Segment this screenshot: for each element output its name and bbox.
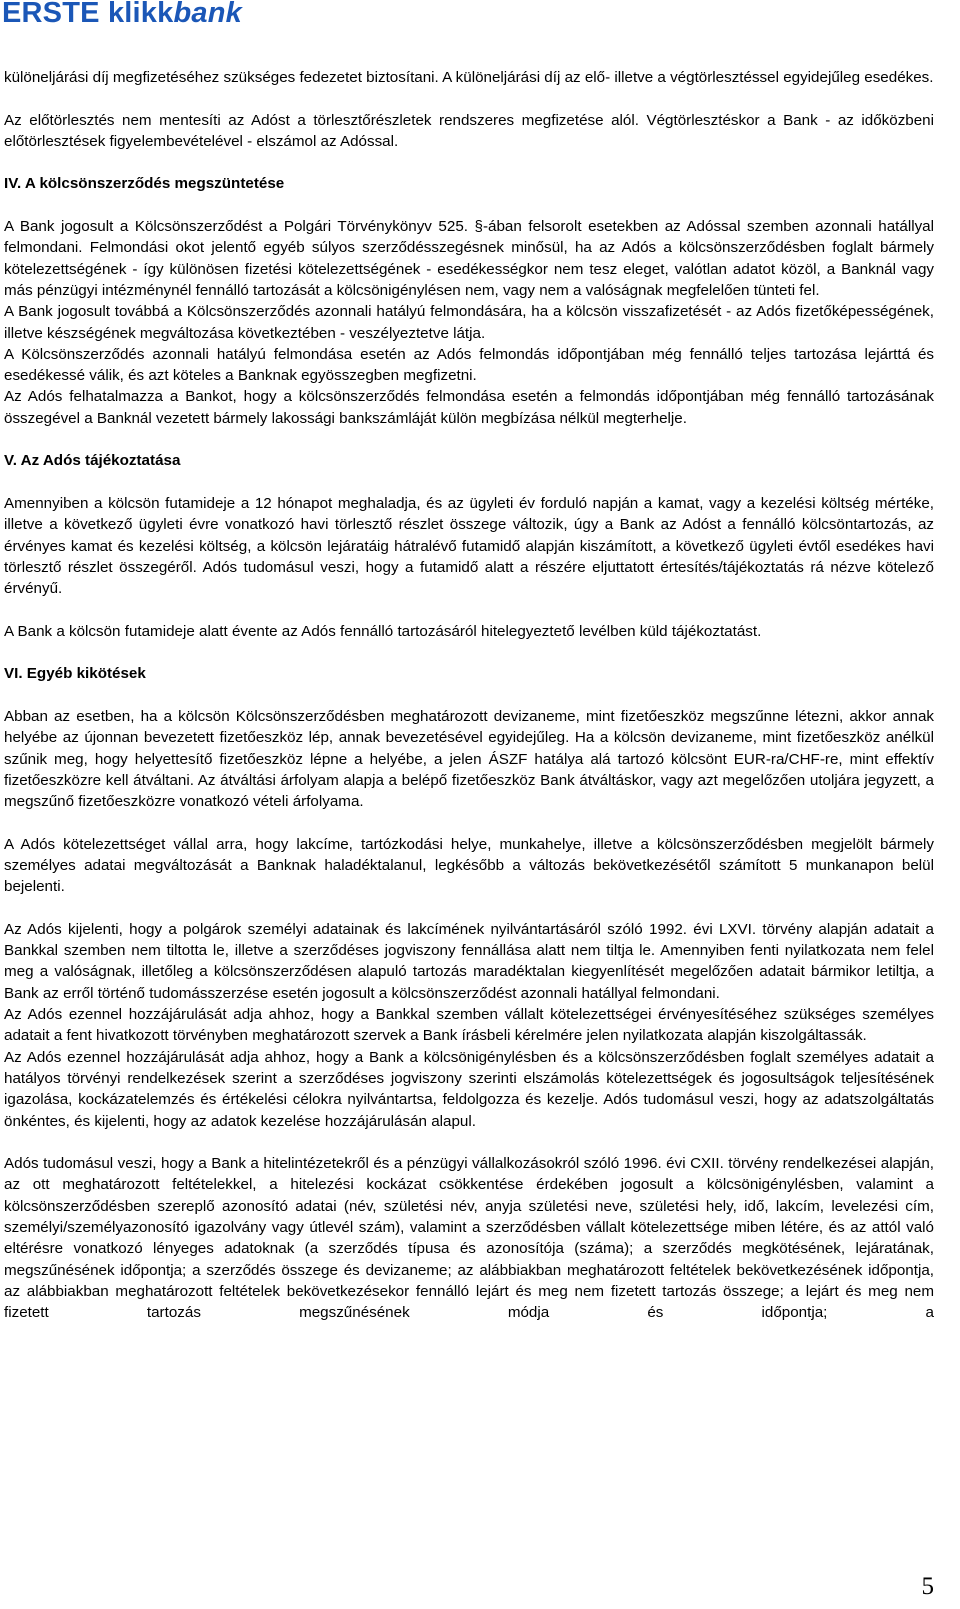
paragraph: A Adós kötelezettséget vállal arra, hogy lakcíme, tartózkodási helye, munkahelye, illetve a kölcsönszerződésben megjelölt bármely személyes adatai megváltozását a Banknak haladéktalanul, legkésőbb a változás bekövetkezésétől számított 5 munkanapon belül bejelenti.: [4, 835, 934, 896]
paragraph: A Bank jogosult a Kölcsönszerződést a Polgári Törvénykönyv 525. §-ában felsorolt esetekben az Adóssal szemben azonnali hatállyal felmondani. Felmondási okot jelentő egyéb súlyos szerződésszegésnek minősül, ha az Adós a kölcsönszerződésben foglalt bármely kötelezettségének - így különösen fizetési kötelezettségének - esedékességkor nem tesz eleget, valótlan adatot közöl, a Banknál vagy más pénzügyi intézménynél fennálló tartozását a kölcsönigénylésen nem, vagy nem a valóságnak megfelelően tünteti fel.: [4, 218, 934, 299]
document-body: [4, 67, 934, 1324]
paragraph: Amennyiben a kölcsön futamideje a 12 hónapot meghaladja, és az ügyleti év forduló napján a kamat, vagy a kezelési költség mértéke, illetve a következő ügyleti évre vonatkozó havi törlesztő részlet összege változik, úgy a Bank az Adóst a fennálló kölcsöntartozás, az érvényes kamat és kezelési költség, a kölcsön lejáratáig hátralévő futamidő alapján kiszámított, a következő ügyleti évtől esedékes havi törlesztő részlet összegéről. Adós tudomásul veszi, hogy a futamidő alatt a részére eljuttatott értesítés/tájékoztatás rá nézve kötelező érvényű.: [4, 494, 934, 598]
page-number: 5: [921, 1573, 934, 1600]
paragraph: Az Adós felhatalmazza a Bankot, hogy a kölcsönszerződés felmondása esetén a felmondás időpontjában még fennálló tartozásának összegével a Banknál vezetett bármely lakossági bankszámláját külön megbízása nélkül megterhelje.: [4, 388, 934, 427]
section-heading-v: V. Az Adós tájékoztatása: [4, 452, 181, 470]
paragraph: Az Adós ezennel hozzájárulását adja ahhoz, hogy a Bankkal szemben vállalt kötelezettségei érvényesítéséhez szükséges személyes adatait a fent hivatkozott törvényben meghatározott szervek a Bank írásbeli kérelmére jelen nyilatkozata alapján kiszolgáltassák.: [4, 1006, 934, 1045]
section-heading-iv: IV. A kölcsönszerződés megszüntetése: [4, 175, 285, 193]
logo-italic-text: bank: [173, 0, 242, 29]
paragraph: Abban az esetben, ha a kölcsön Kölcsönszerződésben meghatározott devizaneme, mint fizetőeszköz megszűnne létezni, akkor annak helyébe az újonnan bevezetett fizetőeszköz lép, annak bevezetésével egyidejűleg. Ha a kölcsön devizaneme, mint fizetőeszköz anélkül szűnik meg, hogy helyettesítő fizetőeszköz lépne a helyébe, a jelen ÁSZF hatálya alá tartozó kölcsönt EUR-ra/CHF-re, mint effektív fizetőeszközre kell átváltani. Az átváltási árfolyam alapja a belépő fizetőeszköz Bank átváltáskor, vagy azt megelőzően utoljára jegyzett, a megszűnő fizetőeszközre vonatkozó vételi árfolyama.: [4, 707, 934, 811]
paragraph: A Bank a kölcsön futamideje alatt évente az Adós fennálló tartozásáról hitelegyeztető levélben küld tájékoztatást.: [4, 622, 762, 640]
paragraph: Az Adós ezennel hozzájárulását adja ahhoz, hogy a Bank a kölcsönigénylésben és a kölcsönszerződésben foglalt személyes adatait a hatályos törvényi rendelkezések szerint a szerződéses jogviszony szerinti elszámolás kötelezettségek és jogosultságok teljesítésének igazolása, kockázatelemzés és értékelési célokra nyilvántartsa, feldolgozza és kezelje. Adós tudomásul veszi, hogy az adatszolgáltatás önkéntes, és kijelenti, hogy az adatok kezelése hozzájárulásán alapul.: [4, 1048, 934, 1130]
paragraph: A Bank jogosult továbbá a Kölcsönszerződés azonnali hatályú felmondására, ha a kölcsön visszafizetését - az Adós fizetőképességének, illetve készségének megváltozása következtében - veszélyeztetve látja.: [4, 303, 934, 342]
paragraph: különeljárási díj megfizetéséhez szükséges fedezetet biztosítani. A különeljárási díj az elő- illetve a végtörlesztéssel egyidejűleg esedékes.: [4, 69, 934, 86]
logo-main-text: ERSTE klikk: [2, 0, 174, 29]
paragraph: Az Adós kijelenti, hogy a polgárok személyi adatainak és lakcímének nyilvántartásáról szóló 1992. évi LXVI. törvény alapján adatait a Bankkal szemben nem tiltotta le, illetve a szerződéses jogviszony fennállása alatt nem tiltja le. Amennyiben fenti nyilatkozata nem felel meg a valóságnak, illetőleg a kölcsönszerződésen alapuló tartozás maradéktalan kiegyenlítését megelőzően adatait bármikor letiltja, a Bank az erről történő tudomásszerzése esetén jogosult a kölcsönszerződést azonnali hatállyal felmondani.: [4, 920, 934, 1002]
paragraph: Az előtörlesztés nem mentesíti az Adóst a törlesztőrészletek rendszeres megfizetése alól. Végtörlesztéskor a Bank - az időközbeni előtörlesztések figyelembevételével - elszámol az Adóssal.: [4, 111, 934, 150]
paragraph: Adós tudomásul veszi, hogy a Bank a hitelintézetekről és a pénzügyi vállalkozásokról szóló 1996. évi CXII. törvény rendelkezései alapján, az ott meghatározott feltételekkel, a hitelezési kockázat csökkentése érdekében jogosult a kölcsönigénylésben, valamint a kölcsönszerződésben szereplő azonosító adatai (név, születési név, anyja születési neve, születési hely, idő, lakcím, levelezési cím, személyi/személyazonosító igazolvány vagy útlevél szám), valamint a szerződésben vállalt kötelezettsége miben létére, és az attól való eltérésre vonatkozó lényeges adatoknak (a szerződés típusa és azonosítója (száma); a szerződés megkötésének, lejáratának, megszűnésének időpontja; a szerződés összege és devizaneme; az alábbiakban meghatározott feltételek bekövetkezésének időpontja, az alábbiakban meghatározott feltételek bekövetkezésekor fennálló lejárt és meg nem fizetett tartozás összege; a lejárt és meg nem fizetett tartozás megszűnésének módja és időpontja; a: [4, 1155, 934, 1322]
paragraph: A Kölcsönszerződés azonnali hatályú felmondása esetén az Adós felmondás időpontjában még fennálló teljes tartozása lejárttá és esedékessé válik, és azt köteles a Banknak egyösszegben megfizetni.: [4, 345, 934, 385]
erste-klikkbank-logo: [2, 0, 242, 31]
section-heading-vi: VI. Egyéb kikötések: [4, 665, 146, 683]
